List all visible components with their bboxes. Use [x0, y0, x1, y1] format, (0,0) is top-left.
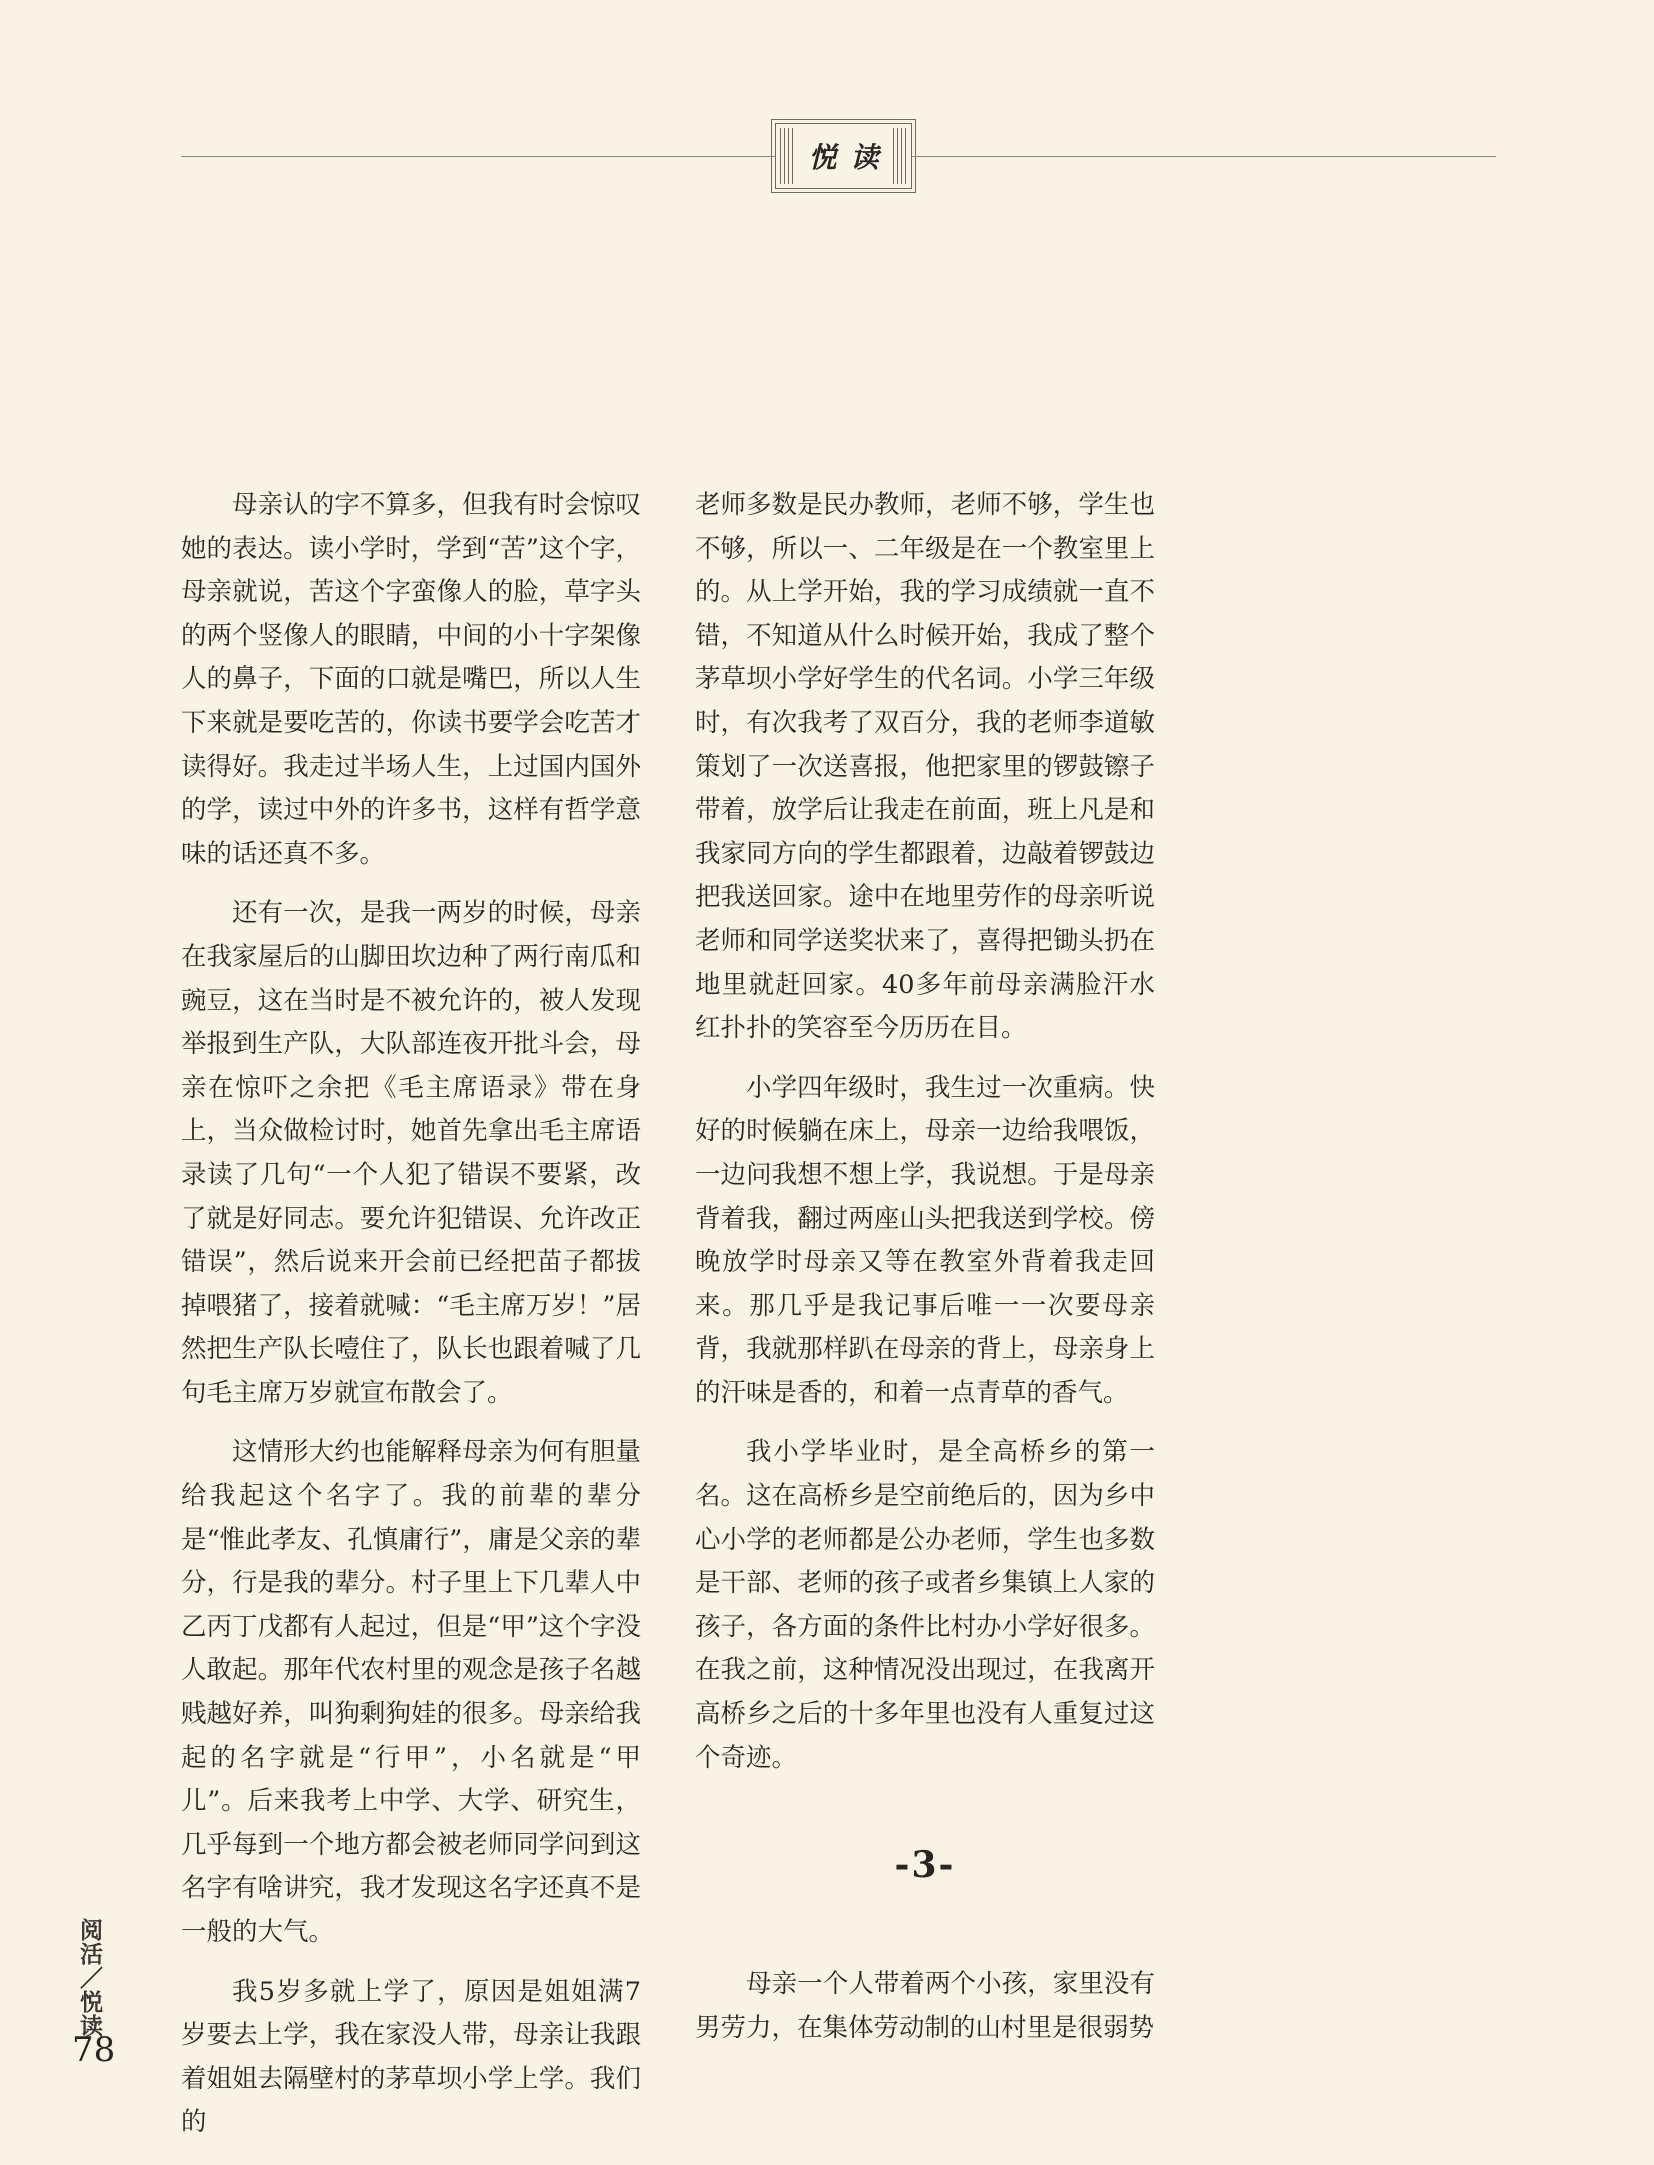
header-rule-left	[181, 156, 775, 157]
paragraph: 我小学毕业时，是全高桥乡的第一名。这在高桥乡是空前绝后的，因为乡中心小学的老师都是公办老师，学生也多数是干部、老师的孩子或者乡集镇上人家的孩子，各方面的条件比村办小学好很多。在我之前，这种情况没出现过，在我离开高桥乡之后的十多年里也没有人重复过这个奇迹。	[695, 1437, 1155, 1773]
paragraph: 这情形大约也能解释母亲为何有胆量给我起这个名字了。我的前辈的辈分是“惟此孝友、孔慎庸行”，庸是父亲的辈分，行是我的辈分。村子里上下几辈人中乙丙丁戊都有人起过，但是“甲”这个字没人敢起。那年代农村里的观念是孩子名越贱越好养，叫狗剩狗娃的很多。母亲给我起的名字就是“行甲”，小名就是“甲儿”。后来我考上中学、大学、研究生，几乎每到一个地方都会被老师同学问到这名字有啥讲究，我才发现这名字还真不是一般的大气。	[181, 1437, 641, 1947]
paragraph-continued: 老师多数是民办教师，老师不够，学生也不够，所以一、二年级是在一个教室里上的。从上学开始，我的学习成绩就一直不错，不知道从什么时候开始，我成了整个茅草坝小学好学生的代名词。小学三年级时，有次我考了双百分，我的老师李道敏策划了一次送喜报，他把家里的锣鼓镲子带着，放学后让我走在前面，班上凡是和我家同方向的学生都跟着，边敲着锣鼓边把我送回家。途中在地里劳作的母亲听说老师和同学送奖状来了，喜得把锄头扔在地里就赶回家。40多年前母亲满脸汗水红扑扑的笑容至今历历在目。	[695, 490, 1155, 1044]
left-text-column	[181, 484, 641, 2161]
paragraph: 小学四年级时，我生过一次重病。快好的时候躺在床上，母亲一边给我喂饭，一边问我想不想上学，我说想。于是母亲背着我，翻过两座山头把我送到学校。傍晚放学时母亲又等在教室外背着我走回来。那几乎是我记事后唯一一次要母亲背，我就那样趴在母亲的背上，母亲身上的汗味是香的，和着一点青草的香气。	[695, 1072, 1155, 1408]
header-rule-right	[912, 156, 1496, 157]
section-title: 悦读	[808, 141, 893, 174]
paragraph: 还有一次，是我一两岁的时候，母亲在我家屋后的山脚田坎边种了两行南瓜和豌豆，这在当时是不被允许的，被人发现举报到生产队，大队部连夜开批斗会，母亲在惊吓之余把《毛主席语录》带在身上，当众做检讨时，她首先拿出毛主席语录读了几句“一个人犯了错误不要紧，改了就是好同志。要允许犯错误、允许改正错误”，然后说来开会前已经把苗子都拔掉喂猪了，接着就喊：“毛主席万岁！”居然把生产队长噎住了，队长也跟着喊了几句毛主席万岁就宣布散会了。	[181, 898, 641, 1408]
right-text-column	[695, 484, 1155, 1796]
magazine-side-label: 阅活／悦读	[76, 1918, 102, 2038]
paragraph: 母亲一个人带着两个小孩，家里没有男劳力，在集体劳动制的山村里是很弱势	[695, 1969, 1155, 2043]
section-number: -3-	[894, 1844, 956, 1886]
section-header-badge	[775, 123, 912, 189]
paragraph: 母亲认的字不算多，但我有时会惊叹她的表达。读小学时，学到“苦”这个字，母亲就说，苦这个字蛮像人的脸，草字头的两个竖像人的眼睛，中间的小十字架像人的鼻子，下面的口就是嘴巴，所以人生下来就是要吃苦的，你读书要学会吃苦才读得好。我走过半场人生，上过国内国外的学，读过中外的许多书，这样有哲学意味的话还真不多。	[181, 490, 641, 869]
page-number: 78	[72, 2030, 116, 2070]
section-3-text	[695, 1963, 1155, 2050]
paragraph: 我5岁多就上学了，原因是姐姐满7岁要去上学，我在家没人带，母亲让我跟着姐姐去隔壁村的茅草坝小学上学。我们的	[181, 1976, 641, 2138]
